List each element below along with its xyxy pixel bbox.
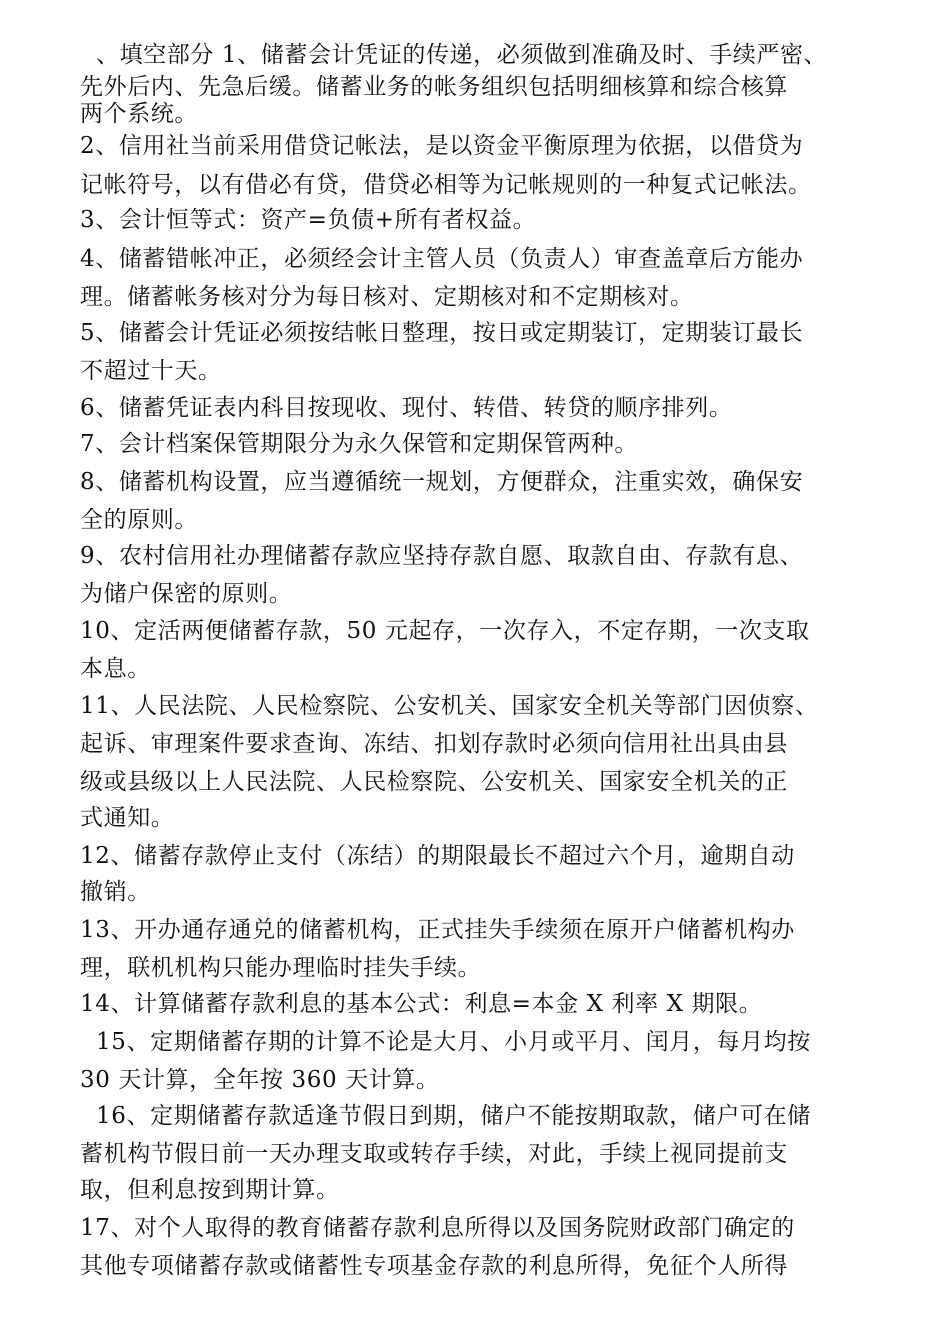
text-line: 其他专项储蓄存款或储蓄性专项基金存款的利息所得，免征个人所得 bbox=[80, 1253, 788, 1279]
text-line: 6、储蓄凭证表内科目按现收、现付、转借、转贷的顺序排列。 bbox=[80, 395, 733, 421]
text-line: 理，联机机构只能办理临时挂失手续。 bbox=[80, 955, 482, 981]
text-line: 不超过十天。 bbox=[80, 358, 222, 384]
text-line: 取，但利息按到期计算。 bbox=[80, 1177, 340, 1203]
text-line: 9、农村信用社办理储蓄存款应坚持存款自愿、取款自由、存款有息、 bbox=[80, 543, 804, 569]
text-line: 7、会计档案保管期限分为永久保管和定期保管两种。 bbox=[80, 431, 639, 457]
text-line: 全的原则。 bbox=[80, 507, 198, 533]
text-line: 本息。 bbox=[80, 656, 151, 682]
text-line: 5、储蓄会计凭证必须按结帐日整理，按日或定期装订，定期装订最长 bbox=[80, 320, 804, 346]
text-line: 蓄机构节假日前一天办理支取或转存手续，对此，手续上视同提前支 bbox=[80, 1141, 788, 1167]
text-line: 11、人民法院、人民检察院、公安机关、国家安全机关等部门因侦察、 bbox=[80, 693, 819, 719]
text-line: 4、储蓄错帐冲正，必须经会计主管人员（负责人）审查盖章后方能办 bbox=[80, 246, 804, 272]
text-line: 16、定期储蓄存款适逢节假日到期，储户不能按期取款，储户可在储 bbox=[96, 1103, 811, 1129]
text-line: 12、储蓄存款停止支付（冻结）的期限最长不超过六个月，逾期自动 bbox=[80, 843, 795, 869]
text-line: 式通知。 bbox=[80, 805, 175, 831]
text-line: 3、会计恒等式：资产=负债+所有者权益。 bbox=[80, 207, 537, 233]
text-line: 、填空部分 1、储蓄会计凭证的传递，必须做到准确及时、手续严密、 bbox=[96, 42, 828, 68]
text-line: 级或县级以上人民法院、人民检察院、公安机关、国家安全机关的正 bbox=[80, 769, 788, 795]
text-line: 8、储蓄机构设置，应当遵循统一规划，方便群众，注重实效，确保安 bbox=[80, 469, 804, 495]
text-line: 为储户保密的原则。 bbox=[80, 581, 293, 607]
text-line: 30 天计算，全年按 360 天计算。 bbox=[80, 1067, 440, 1093]
text-line: 14、计算储蓄存款利息的基本公式：利息=本金 X 利率 X 期限。 bbox=[80, 991, 763, 1017]
text-line: 记帐符号，以有借必有贷，借贷必相等为记帐规则的一种复式记帐法。 bbox=[80, 172, 812, 198]
text-line: 先外后内、先急后缓。储蓄业务的帐务组织包括明细核算和综合核算 bbox=[80, 74, 788, 100]
text-line: 13、开办通存通兑的储蓄机构，正式挂失手续须在原开户储蓄机构办 bbox=[80, 917, 795, 943]
text-line: 15、定期储蓄存期的计算不论是大月、小月或平月、闰月，每月均按 bbox=[96, 1029, 811, 1055]
text-line: 2、信用社当前采用借贷记帐法，是以资金平衡原理为依据，以借贷为 bbox=[80, 133, 804, 159]
text-line: 10、定活两便储蓄存款，50 元起存，一次存入，不定存期，一次支取 bbox=[80, 618, 810, 644]
text-line: 理。储蓄帐务核对分为每日核对、定期核对和不定期核对。 bbox=[80, 284, 694, 310]
text-line: 两个系统。 bbox=[80, 101, 198, 127]
text-line: 撤销。 bbox=[80, 879, 151, 905]
text-line: 起诉、审理案件要求查询、冻结、扣划存款时必须向信用社出具由县 bbox=[80, 731, 788, 757]
text-line: 17、对个人取得的教育储蓄存款利息所得以及国务院财政部门确定的 bbox=[80, 1215, 795, 1241]
